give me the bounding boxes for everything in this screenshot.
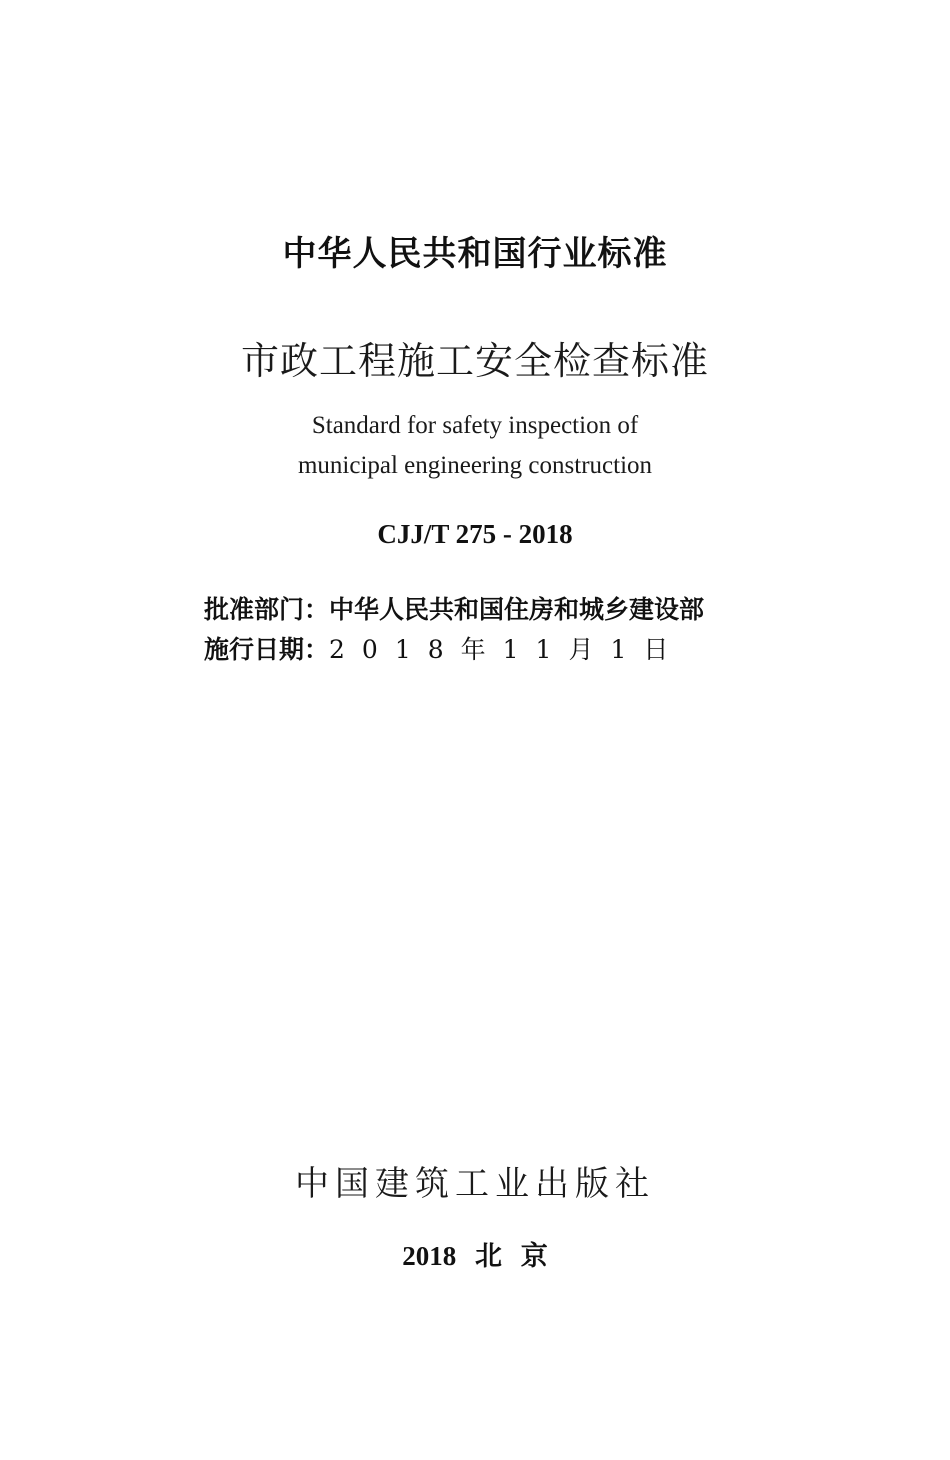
approval-value: 中华人民共和国住房和城乡建设部 [329,595,705,624]
title-english-line-2: municipal engineering construction [297,452,653,479]
standard-code: CJJ/T 275 - 2018 [377,519,573,549]
standard-category: 中华人民共和国行业标准 [282,234,668,274]
title-chinese: 市政工程施工安全检查标准 [240,339,709,383]
approval-department [204,590,764,626]
effective-date-value: 2018年11月1日 [329,635,686,664]
effective-date-label: 施行日期： [204,635,330,664]
title-english-line-1: Standard for safety inspection of [311,412,639,439]
publisher-name: 中国建筑工业出版社 [295,1164,655,1204]
publication-year-place: 2018 北 京 [402,1241,548,1271]
effective-date [204,630,764,666]
approval-label: 批准部门： [204,595,330,624]
